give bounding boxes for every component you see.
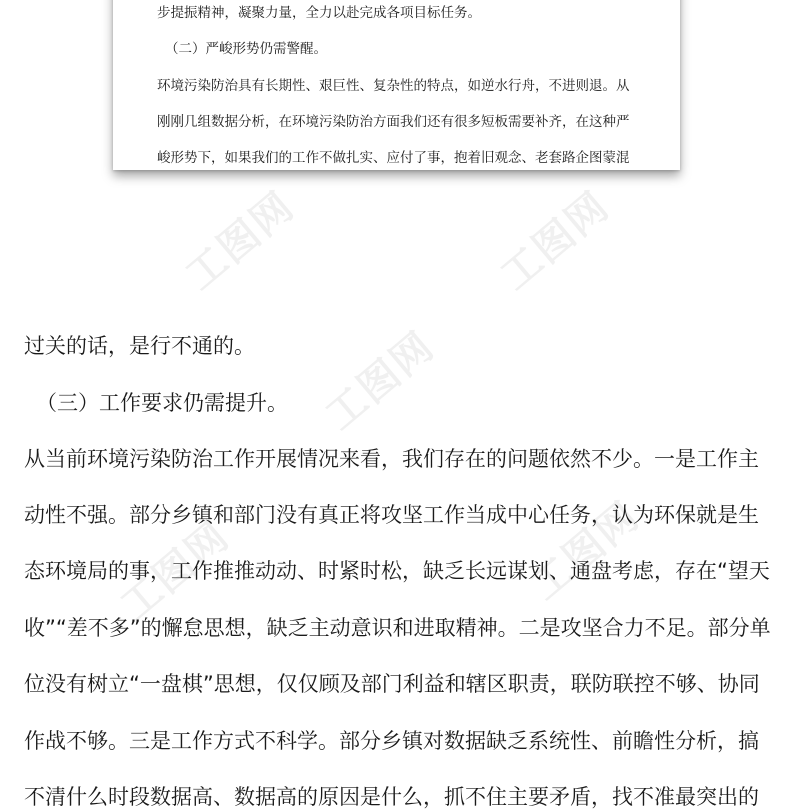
watermark: 工图网 [492, 183, 619, 300]
body-text-line: 过关的话，是行不通的。 [24, 334, 255, 358]
card-text-line: 步提振精神，凝聚力量，全力以赴完成各项目标任务。 [157, 5, 481, 21]
document-preview-card [113, 0, 680, 170]
card-text-line: 环境污染防治具有长期性、艰巨性、复杂性的特点，如逆水行舟，不进则退。从 [157, 78, 630, 94]
body-text-line: 位没有树立“一盘棋”思想，仅仅顾及部门利益和辖区职责，联防联控不够、协同 [24, 672, 760, 696]
body-text-line: 态环境局的事，工作推推动动、时紧时松，缺乏长远谋划、通盘考虑，存在“望天 [24, 559, 770, 583]
watermark: 工图网 [522, 493, 649, 610]
body-text-line: 动性不强。部分乡镇和部门没有真正将攻坚工作当成中心任务，认为环保就是生 [24, 503, 759, 527]
card-section-heading: （二）严峻形势仍需警醒。 [165, 41, 327, 57]
body-text-line: 收”“差不多”的懈怠思想，缺乏主动意识和进取精神。二是攻坚合力不足。部分单 [24, 616, 771, 640]
body-text-line: 作战不够。三是工作方式不科学。部分乡镇对数据缺乏系统性、前瞻性分析，搞 [24, 729, 759, 753]
card-text-line: 峻形势下，如果我们的工作不做扎实、应付了事，抱着旧观念、老套路企图蒙混 [157, 150, 630, 166]
watermark: 工图网 [177, 183, 304, 300]
body-text-line: 从当前环境污染防治工作开展情况来看，我们存在的问题依然不少。一是工作主 [24, 447, 759, 471]
card-text-line: 刚刚几组数据分析，在环境污染防治方面我们还有很多短板需要补齐，在这种严 [157, 114, 630, 130]
watermark: 工图网 [112, 513, 239, 630]
body-text-line: 不清什么时段数据高、数据高的原因是什么，抓不住主要矛盾，找不准最突出的 [24, 785, 759, 809]
watermark: 工图网 [317, 323, 444, 440]
section-heading: （三）工作要求仍需提升。 [36, 391, 288, 415]
